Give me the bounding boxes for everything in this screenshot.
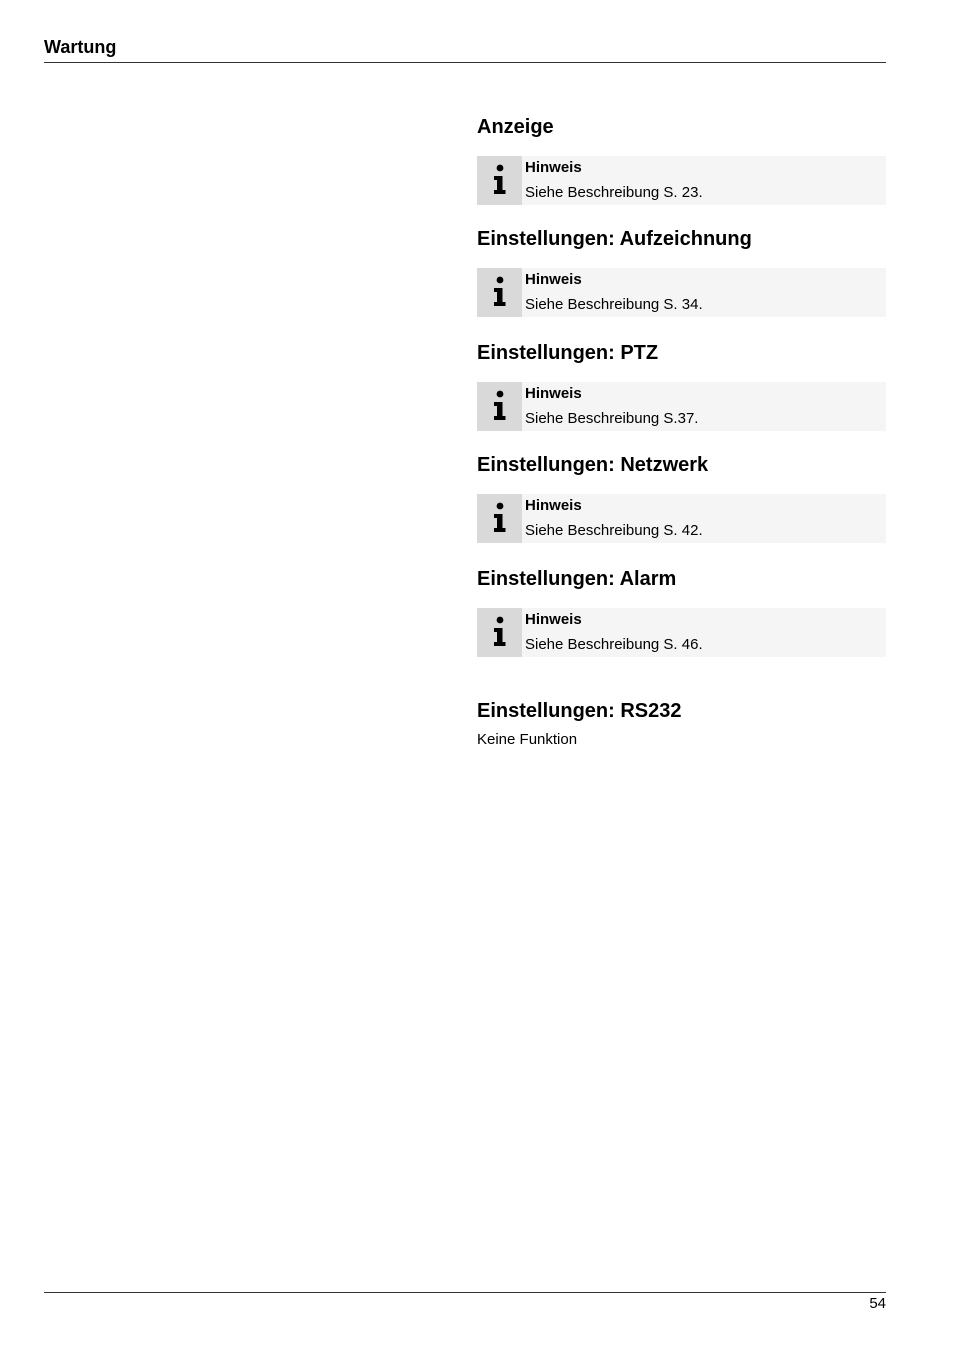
- note-text: Siehe Beschreibung S. 34.: [525, 296, 703, 313]
- header-title: Wartung: [44, 37, 117, 57]
- note-title: Hinweis: [525, 159, 582, 176]
- note-text: Siehe Beschreibung S. 46.: [525, 636, 703, 653]
- section-heading-anzeige: Anzeige: [477, 116, 554, 138]
- info-icon: [477, 268, 522, 317]
- section-heading-aufzeichnung: Einstellungen: Aufzeichnung: [477, 228, 752, 250]
- section-heading-netzwerk: Einstellungen: Netzwerk: [477, 454, 709, 476]
- note-title: Hinweis: [525, 271, 582, 288]
- note-box: [477, 268, 886, 317]
- info-icon: [477, 494, 522, 543]
- info-icon: [477, 156, 522, 205]
- note-box: [477, 494, 886, 543]
- section-heading-rs232: Einstellungen: RS232: [477, 700, 682, 722]
- header-divider: [44, 62, 886, 63]
- note-text: Siehe Beschreibung S. 23.: [525, 184, 703, 201]
- note-title: Hinweis: [525, 611, 582, 628]
- note-box: [477, 156, 886, 205]
- note-text: Siehe Beschreibung S. 42.: [525, 522, 703, 539]
- section-heading-ptz: Einstellungen: PTZ: [477, 342, 659, 364]
- note-box: [477, 608, 886, 657]
- note-title: Hinweis: [525, 385, 582, 402]
- page-number: 54: [869, 1295, 886, 1312]
- section-heading-alarm: Einstellungen: Alarm: [477, 568, 677, 590]
- note-text: Siehe Beschreibung S.37.: [525, 410, 699, 427]
- section-body-rs232: Keine Funktion: [477, 731, 578, 748]
- info-icon: [477, 608, 522, 657]
- note-box: [477, 382, 886, 431]
- footer-divider: [44, 1292, 886, 1293]
- note-title: Hinweis: [525, 497, 582, 514]
- info-icon: [477, 382, 522, 431]
